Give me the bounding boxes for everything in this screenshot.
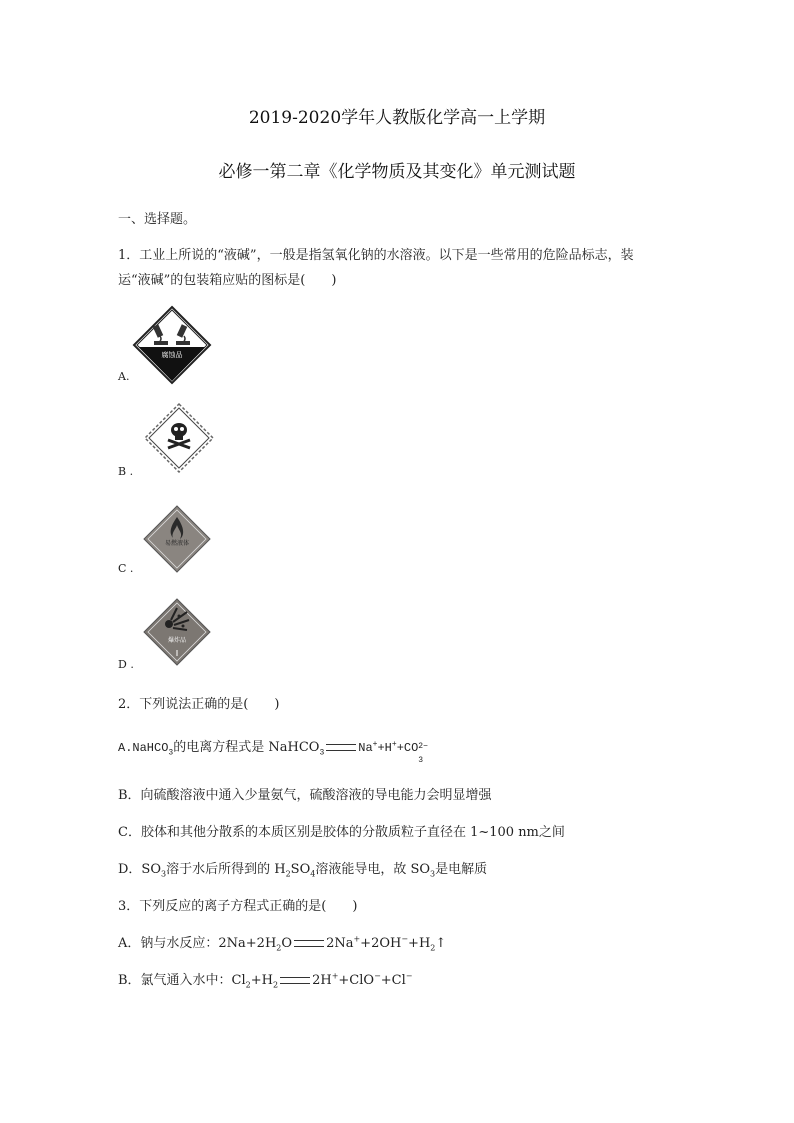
q3-stem: 3．下列反应的离子方程式正确的是( ) xyxy=(118,899,358,914)
flammable-sign-text: 易燃液体 xyxy=(164,540,190,547)
q2-option-a[interactable]: A.NaHCO$_3$的电离方程式是 NaHCO$_3$ Na++H++CO 2− 3 xyxy=(118,740,428,765)
q3-option-a[interactable]: A．钠与水反应：$2Na+2H_2O$ $2Na^++2OH^-+H_2↑$ xyxy=(118,934,447,953)
corrosive-sign-text: 腐蚀品 xyxy=(161,351,183,359)
q2-option-c[interactable]: C．胶体和其他分散系的本质区别是胶体的分散质粒子直径在 1~100 nm之间 xyxy=(118,825,565,840)
equals-sign xyxy=(294,940,324,947)
q2-option-d[interactable]: D．$SO_3$溶于水后所得到的 $H_2SO_4$溶液能导电，故 $SO_3$是电解质 xyxy=(118,862,488,879)
flammable-icon[interactable] xyxy=(143,505,211,573)
q1-option-c-label[interactable]: C . xyxy=(118,562,134,575)
explosive-sign-text: 爆炸品 xyxy=(167,637,187,644)
toxic-skull-icon[interactable] xyxy=(143,402,215,474)
corrosive-icon[interactable] xyxy=(132,305,212,385)
q2-option-b[interactable]: B．向硫酸溶液中通入少量氨气，硫酸溶液的导电能力会明显增强 xyxy=(118,788,492,803)
equals-sign xyxy=(280,977,310,984)
section-heading: 一、选择题。 xyxy=(118,212,197,227)
q1-option-d-label[interactable]: D . xyxy=(118,658,134,671)
q1-stem-line1: 1．工业上所说的“液碱”，一般是指氢氧化钠的水溶液。以下是一些常用的危险品标志，装 xyxy=(118,248,634,263)
explosive-icon[interactable] xyxy=(143,598,211,666)
page-title: 2019-2020学年人教版化学高一上学期 xyxy=(248,108,546,128)
equals-sign xyxy=(326,744,356,751)
q1-option-b-label[interactable]: B . xyxy=(118,465,134,478)
q1-stem-line2: 运“液碱”的包装箱应贴的图标是( ) xyxy=(118,273,337,288)
q2-stem: 2．下列说法正确的是( ) xyxy=(118,697,280,712)
q3-option-b[interactable]: B．氯气通入水中：$Cl_2+H_2$ 2H++ClO−+Cl− xyxy=(118,971,413,990)
page-subtitle: 必修一第二章《化学物质及其变化》单元测试题 xyxy=(218,162,576,182)
q1-option-a-label[interactable]: A. xyxy=(118,370,130,383)
